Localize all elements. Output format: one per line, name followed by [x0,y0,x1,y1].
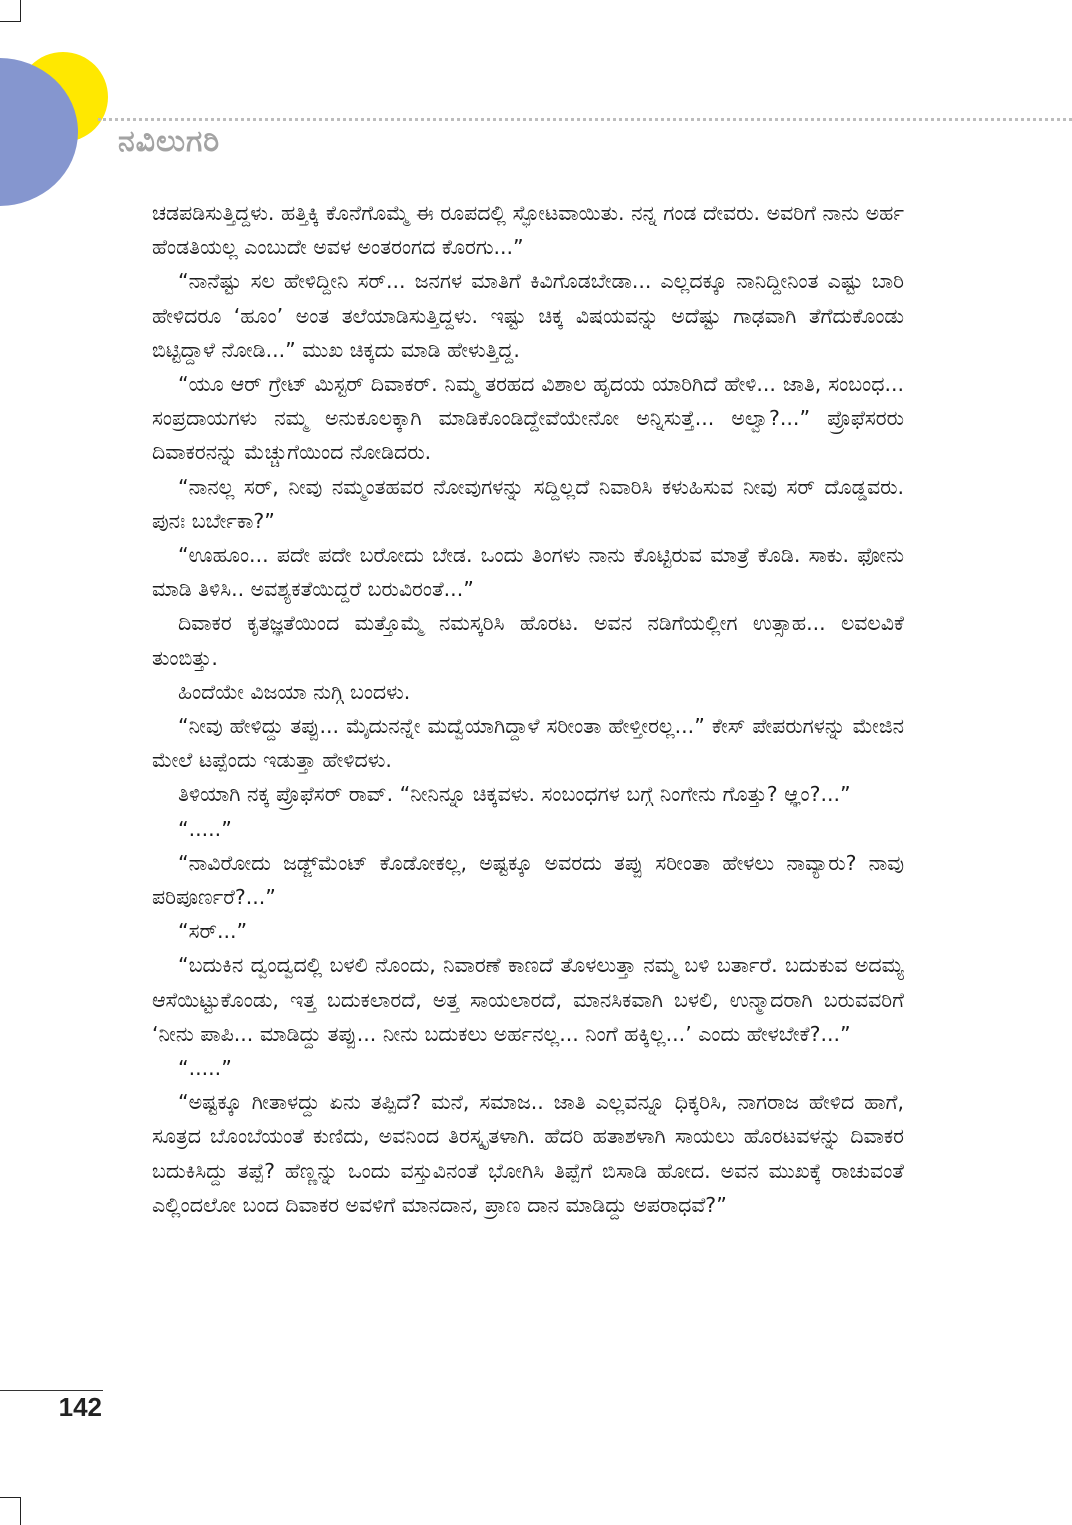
paragraph: “ಬದುಕಿನ ದ್ವಂದ್ವದಲ್ಲಿ ಬಳಲಿ ನೊಂದು, ನಿವಾರಣೆ ಕಾಣದೆ ತೊಳಲುತ್ತಾ ನಮ್ಮ ಬಳಿ ಬರ್ತಾರೆ. ಬದುಕುವ ಅದಮ್ಯ ಆಸೆಯಿಟ್ಟುಕೊಂಡು, ಇತ್ತ ಬದುಕಲಾರದೆ, ಅತ್ತ ಸಾಯಲಾರದೆ, ಮಾನಸಿಕವಾಗಿ ಬಳಲಿ, ಉನ್ಮಾದರಾಗಿ ಬರುವವರಿಗೆ ‘ನೀನು ಪಾಪಿ... ಮಾಡಿದ್ದು ತಪ್ಪು... ನೀನು ಬದುಕಲು ಅರ್ಹನಲ್ಲ... ನಿಂಗೆ ಹಕ್ಕಿಲ್ಲ...’ ಎಂದು ಹೇಳಬೇಕೆ?...” [152,953,904,1046]
footer-rule [0,1390,103,1391]
paragraph: ಚಡಪಡಿಸುತ್ತಿದ್ದಳು. ಹತ್ತಿಕ್ಕಿ ಕೊನೆಗೊಮ್ಮೆ ಈ ರೂಪದಲ್ಲಿ ಸ್ಫೋಟವಾಯಿತು. ನನ್ನ ಗಂಡ ದೇವರು. ಅವರಿಗೆ ನಾನು ಅರ್ಹ ಹೆಂಡತಿಯಲ್ಲ ಎಂಬುದೇ ಅವಳ ಅಂತರಂಗದ ಕೊರಗು...” [152,201,904,260]
crop-mark-bottom-vertical [20,1497,21,1525]
paragraph: “ಯೂ ಆರ್ ಗ್ರೇಟ್ ಮಿಸ್ಟರ್ ದಿವಾಕರ್. ನಿಮ್ಮ ತರಹದ ವಿಶಾಲ ಹೃದಯ ಯಾರಿಗಿದೆ ಹೇಳಿ... ಜಾತಿ, ಸಂಬಂಧ... ಸಂಪ್ರದಾಯಗಳು ನಮ್ಮ ಅನುಕೂಲಕ್ಕಾಗಿ ಮಾಡಿಕೊಂಡಿದ್ದೇವೆಯೇನೋ ಅನ್ನಿಸುತ್ತೆ... ಅಲ್ವಾ?...” ಪ್ರೊಫೆಸರರು ದಿವಾಕರನನ್ನು ಮೆಚ್ಚುಗೆಯಿಂದ ನೋಡಿದರು. [152,372,904,465]
crop-mark-top-vertical [20,0,21,22]
page-number: 142 [58,1392,102,1422]
paragraph: ದಿವಾಕರ ಕೃತಜ್ಞತೆಯಿಂದ ಮತ್ತೊಮ್ಮೆ ನಮಸ್ಕರಿಸಿ ಹೊರಟ. ಅವನ ನಡಿಗೆಯಲ್ಲೀಗ ಉತ್ಸಾಹ... ಲವಲವಿಕೆ ತುಂಬಿತ್ತು. [152,611,904,670]
body-text [152,196,904,1222]
running-header-title: ನವಿಲುಗರಿ [118,124,221,159]
paragraph: “ನಾವಿರೋದು ಜಡ್ಜ್‌ಮೆಂಟ್ ಕೊಡೋಕಲ್ಲ, ಅಷ್ಟಕ್ಕೂ ಅವರದು ತಪ್ಪು ಸರೀಂತಾ ಹೇಳಲು ನಾವ್ಯಾರು? ನಾವು ಪರಿಪೂರ್ಣರೆ?...” [152,850,904,910]
paragraph: “ಅಷ್ಟಕ್ಕೂ ಗೀತಾಳದ್ದು ಏನು ತಪ್ಪಿದೆ? ಮನೆ, ಸಮಾಜ.. ಜಾತಿ ಎಲ್ಲವನ್ನೂ ಧಿಕ್ಕರಿಸಿ, ನಾಗರಾಜ ಹೇಳಿದ ಹಾಗೆ, ಸೂತ್ರದ ಬೊಂಬೆಯಂತೆ ಕುಣಿದು, ಅವನಿಂದ ತಿರಸ್ಕೃತಳಾಗಿ. ಹೆದರಿ ಹತಾಶಳಾಗಿ ಸಾಯಲು ಹೊರಟವಳನ್ನು ದಿವಾಕರ ಬದುಕಿಸಿದ್ದು ತಪ್ಪೆ? ಹೆಣ್ಣನ್ನು ಒಂದು ವಸ್ತುವಿನಂತೆ ಭೋಗಿಸಿ ತಿಪ್ಪೆಗೆ ಬಿಸಾಡಿ ಹೋದ. ಅವನ ಮುಖಕ್ಕೆ ರಾಚುವಂತೆ ಎಲ್ಲಿಂದಲೋ ಬಂದ ದಿವಾಕರ ಅವಳಿಗೆ ಮಾನದಾನ, ಪ್ರಾಣ ದಾನ ಮಾಡಿದ್ದು ಅಪರಾಧವೆ?” [152,1090,904,1217]
paragraph: “ನಾನೆಷ್ಟು ಸಲ ಹೇಳಿದ್ದೀನಿ ಸರ್... ಜನಗಳ ಮಾತಿಗೆ ಕಿವಿಗೊಡಬೇಡಾ... ಎಲ್ಲದಕ್ಕೂ ನಾನಿದ್ದೀನಿಂತ ಎಷ್ಟು ಬಾರಿ ಹೇಳಿದರೂ ‘ಹೂಂ’ ಅಂತ ತಲೆಯಾಡಿಸುತ್ತಿದ್ದಳು. ಇಷ್ಟು ಚಿಕ್ಕ ವಿಷಯವನ್ನು ಅದೆಷ್ಟು ಗಾಢವಾಗಿ ತೆಗೆದುಕೊಂಡು ಬಿಟ್ಟಿದ್ದಾಳೆ ನೋಡಿ...” ಮುಖ ಚಿಕ್ಕದು ಮಾಡಿ ಹೇಳುತ್ತಿದ್ದ. [152,269,904,362]
paragraph: ತಿಳಿಯಾಗಿ ನಕ್ಕ ಪ್ರೊಫೆಸರ್ ರಾವ್. “ನೀನಿನ್ನೂ ಚಿಕ್ಕವಳು. ಸಂಬಂಧಗಳ ಬಗ್ಗೆ ನಿಂಗೇನು ಗೊತ್ತು? ಆ್ಞಂ?...” [178,782,851,807]
crop-mark-bottom-horizontal [0,1497,21,1498]
header-dotted-rule [98,118,1072,121]
paragraph: “ನೀವು ಹೇಳಿದ್ದು ತಪ್ಪು... ಮೈದುನನ್ನೇ ಮದ್ವೆಯಾಗಿದ್ದಾಳೆ ಸರೀಂತಾ ಹೇಳ್ತೀರಲ್ಲ...” ಕೇಸ್ ಪೇಪರುಗಳನ್ನು ಮೇಜಿನ ಮೇಲೆ ಟಪ್ಪೆಂದು ಇಡುತ್ತಾ ಹೇಳಿದಳು. [152,714,904,773]
paragraph: ಹಿಂದೆಯೇ ವಿಜಯಾ ನುಗ್ಗಿ ಬಂದಳು. [178,679,411,704]
paragraph: “ಊಹೂಂ... ಪದೇ ಪದೇ ಬರೋದು ಬೇಡ. ಒಂದು ತಿಂಗಳು ನಾನು ಕೊಟ್ಟಿರುವ ಮಾತ್ರೆ ಕೊಡಿ. ಸಾಕು. ಫೋನು ಮಾಡಿ ತಿಳಿಸಿ.. ಅವಶ್ಯಕತೆಯಿದ್ದರೆ ಬರುವಿರಂತೆ...” [152,543,904,602]
crop-mark-top-horizontal [0,21,21,22]
paragraph: “ನಾನಲ್ಲ ಸರ್, ನೀವು ನಮ್ಮಂತಹವರ ನೋವುಗಳನ್ನು ಸದ್ದಿಲ್ಲದೆ ನಿವಾರಿಸಿ ಕಳುಹಿಸುವ ನೀವು ಸರ್ ದೊಡ್ಡವರು. ಪುನಃ ಬರ್ಬೇಕಾ?” [152,474,904,533]
paragraph: “.....” [178,816,232,841]
paragraph: “ಸರ್...” [178,919,248,944]
paragraph: “.....” [178,1056,232,1081]
